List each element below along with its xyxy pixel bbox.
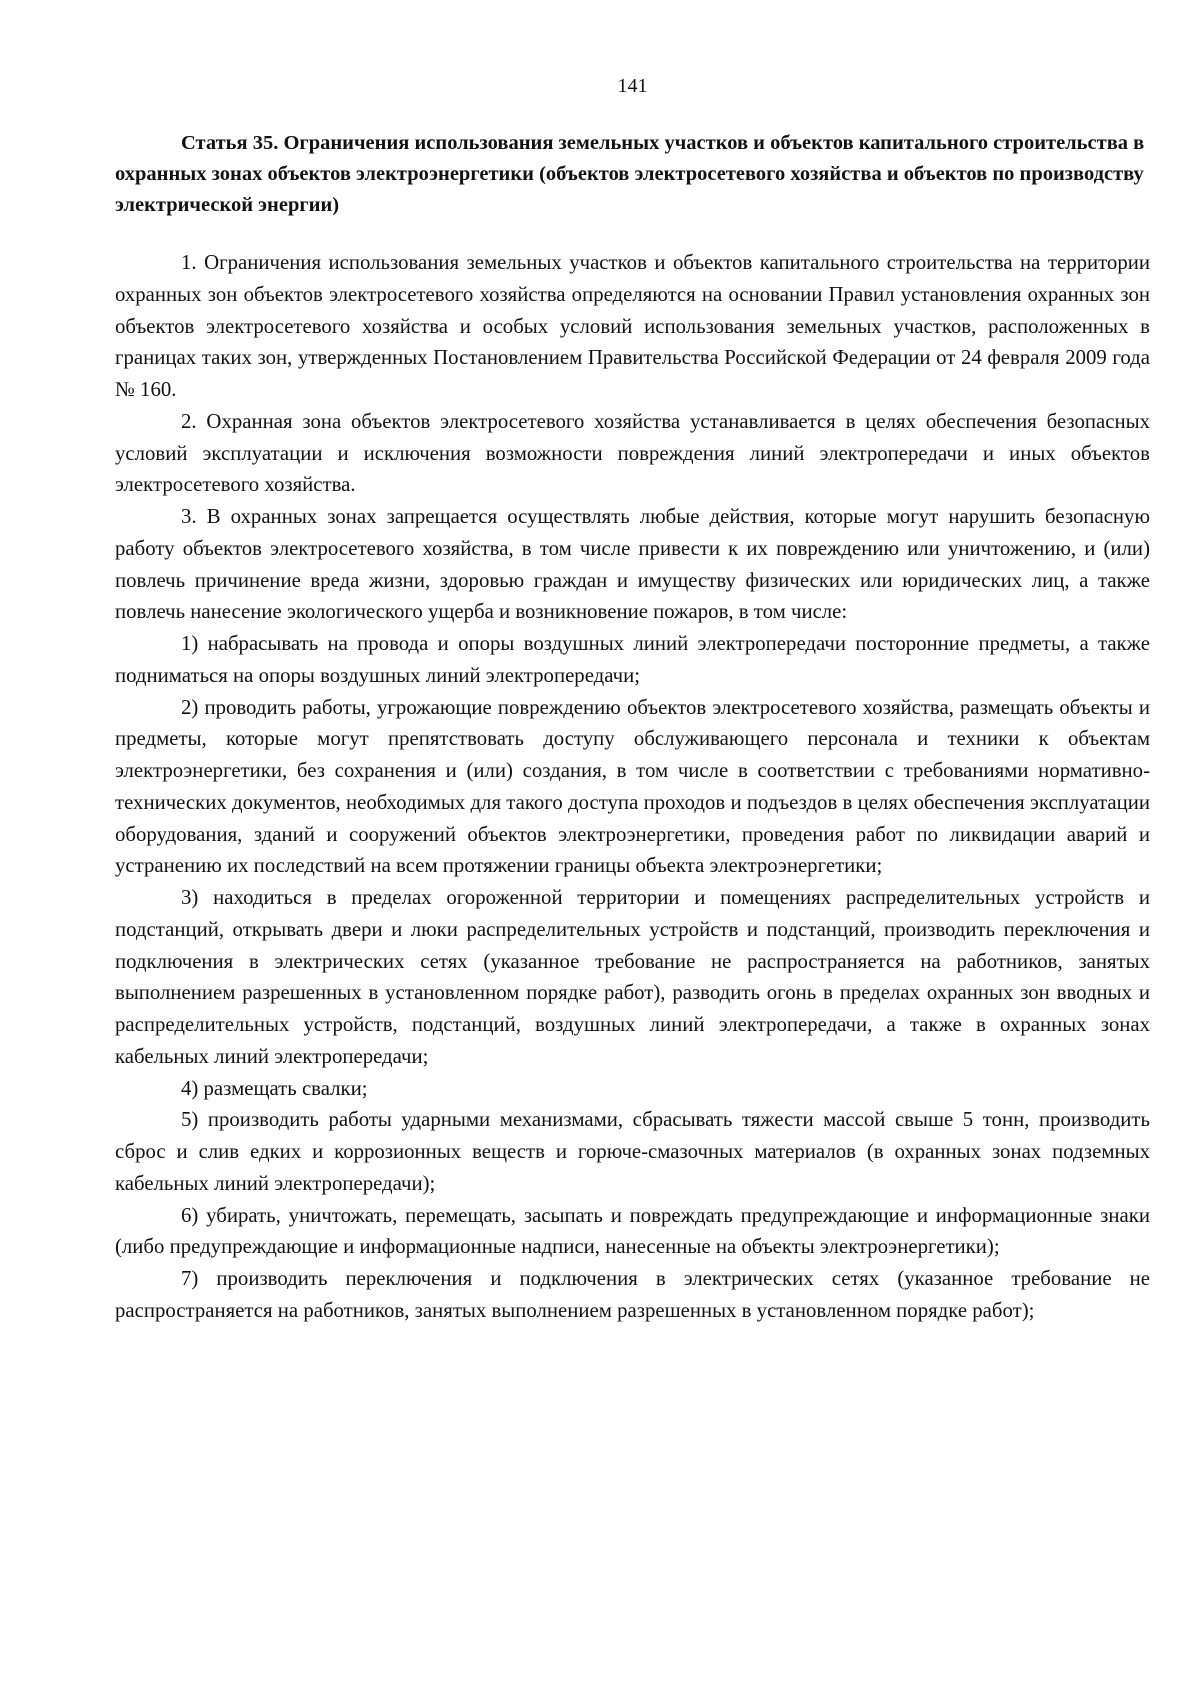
list-item-4: 4) размещать свалки; bbox=[181, 1076, 368, 1100]
list-item-1: 1) набрасывать на провода и опоры воздушных линий электропередачи посторонние предметы, а также подниматься на опоры воздушных линий электропередачи; bbox=[115, 632, 1150, 687]
list-item-7: 7) производить переключения и подключения в электрических сетях (указанное требование не распространяется на работников, занятых выполнением разрешенных в установленном порядке работ); bbox=[115, 1267, 1150, 1322]
list-item-3: 3) находиться в пределах огороженной территории и помещениях распределительных устройств и подстанций, открывать двери и люки распределительных устройств и подстанций, производить переключения и подключения в электрических сетях (указанное требование не распространяется на работников, занятых выполнением разрешенных в установленном порядке работ), разводить огонь в пределах охранных зон вводных и распределительных устройств, подстанций, воздушных линий электропередачи, а также в охранных зонах кабельных линий электропередачи; bbox=[115, 886, 1150, 1068]
list-item-2: 2) проводить работы, угрожающие повреждению объектов электросетевого хозяйства, размещать объекты и предметы, которые могут препятствовать доступу обслуживающего персонала и техники к объектам электроэнергетики, без сохранения и (или) создания, в том числе в соответствии с требованиями нормативно-технических документов, необходимых для такого доступа проходов и подъездов в целях обеспечения эксплуатации оборудования, зданий и сооружений объектов электроэнергетики, проведения работ по ликвидации аварий и устранению их последствий на всем протяжении границы объекта электроэнергетики; bbox=[115, 695, 1150, 878]
list-item-6: 6) убирать, уничтожать, перемещать, засыпать и повреждать предупреждающие и информационные знаки (либо предупреждающие и информационные надписи, нанесенные на объекты электроэнергетики); bbox=[115, 1203, 1150, 1259]
page-number: 141 bbox=[617, 75, 648, 97]
article-body bbox=[115, 247, 1150, 1327]
paragraph-2: 2. Охранная зона объектов электросетевого хозяйства устанавливается в целях обеспечения безопасных условий эксплуатации и исключения возможности повреждения линий электропередачи и иных объектов электросетевого хозяйства. bbox=[115, 409, 1150, 497]
paragraph-3: 3. В охранных зонах запрещается осуществлять любые действия, которые могут нарушить безопасную работу объектов электросетевого хозяйства, в том числе привести к их повреждению или уничтожению, и (или) повлечь причинение вреда жизни, здоровью граждан и имуществу физических или юридических лиц, а также повлечь нанесение экологического ущерба и возникновение пожаров, в том числе: bbox=[115, 505, 1150, 624]
list-item-5: 5) производить работы ударными механизмами, сбрасывать тяжести массой свыше 5 тонн, производить сброс и слив едких и коррозионных веществ и горюче-смазочных материалов (в охранных зонах подземных кабельных линий электропередачи); bbox=[115, 1108, 1150, 1195]
paragraph-1: 1. Ограничения использования земельных участков и объектов капитального строительства на территории охранных зон объектов электросетевого хозяйства определяются на основании Правил установления охранных зон объектов электросетевого хозяйства и особых условий использования земельных участков, расположенных в границах таких зон, утвержденных Постановлением Правительства Российской Федерации от 24 февраля 2009 года № 160. bbox=[115, 251, 1150, 401]
article-title: Статья 35. Ограничения использования земельных участков и объектов капитального строительства в охранных зонах объектов электроэнергетики (объектов электросетевого хозяйства и объектов по производству электрической энергии) bbox=[115, 132, 1145, 216]
